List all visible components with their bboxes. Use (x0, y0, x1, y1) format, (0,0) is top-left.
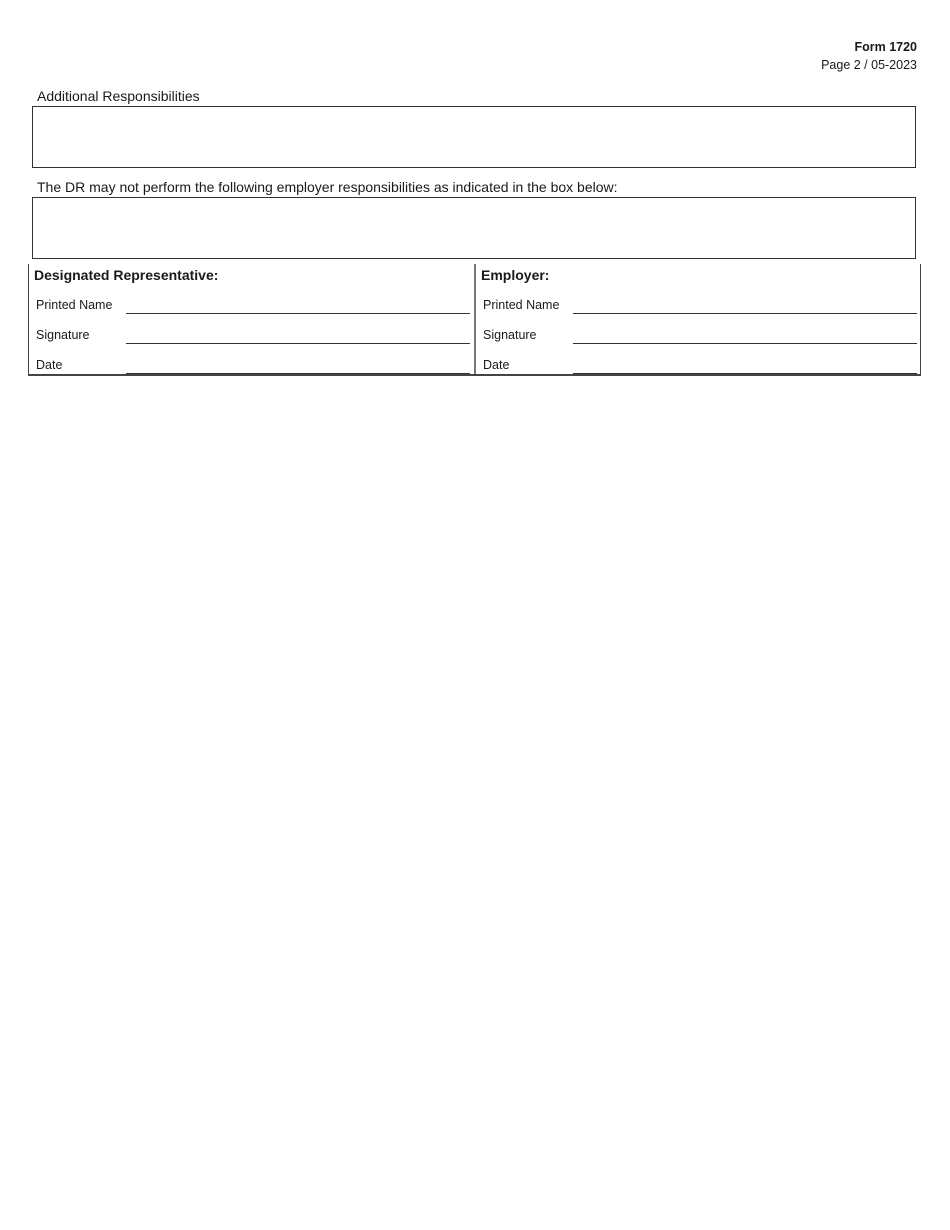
restricted-responsibilities-label: The DR may not perform the following employer responsibilities as indicated in the box below: (37, 179, 618, 195)
employer-printed-name-row (476, 296, 921, 318)
additional-responsibilities-label: Additional Responsibilities (37, 88, 200, 104)
dr-date-label: Date (36, 358, 63, 372)
employer-date-field[interactable] (573, 373, 917, 374)
dr-date-field[interactable] (126, 373, 470, 374)
dr-printed-name-row (29, 296, 474, 318)
form-number: Form 1720 (854, 40, 917, 54)
dr-signature-row (29, 326, 474, 348)
employer-date-row (476, 356, 921, 378)
employer-column (476, 264, 921, 374)
employer-signature-label: Signature (483, 328, 537, 342)
signature-section (28, 264, 921, 376)
employer-title: Employer: (481, 267, 550, 283)
employer-signature-field[interactable] (573, 343, 917, 344)
designated-representative-column (29, 264, 474, 374)
employer-printed-name-field[interactable] (573, 313, 917, 314)
designated-representative-title: Designated Representative: (34, 267, 219, 283)
employer-date-label: Date (483, 358, 510, 372)
additional-responsibilities-box[interactable] (32, 106, 916, 168)
dr-printed-name-label: Printed Name (36, 298, 113, 312)
page-info: Page 2 / 05-2023 (821, 58, 917, 72)
employer-signature-row (476, 326, 921, 348)
dr-date-row (29, 356, 474, 378)
dr-signature-label: Signature (36, 328, 90, 342)
dr-signature-field[interactable] (126, 343, 470, 344)
employer-printed-name-label: Printed Name (483, 298, 560, 312)
form-header (821, 38, 917, 74)
restricted-responsibilities-box[interactable] (32, 197, 916, 259)
dr-printed-name-field[interactable] (126, 313, 470, 314)
